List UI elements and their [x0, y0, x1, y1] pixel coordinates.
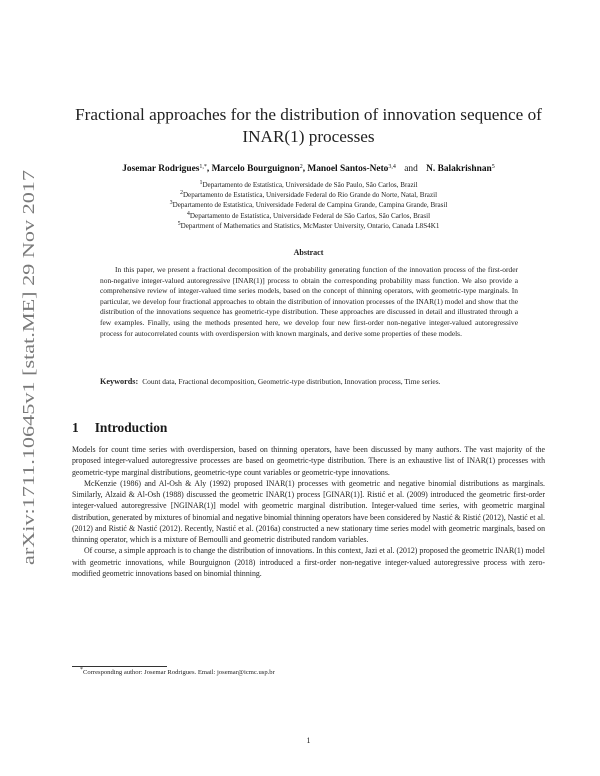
paragraph: Of course, a simple approach is to change the distribution of innovations. In this context, Jazi et al. (2012) proposed the geometric INAR(1) model with geometric innovations, while Bourguignon (2018) introduced a first-order non-negative integer-valued autoregressive process with zero-modified geometric innovations based on binomial thinning. — [72, 546, 545, 578]
affiliation-text: Department of Mathematics and Statistics, McMaster University, Ontario, Canada L8S4K1 — [180, 221, 440, 230]
page-number: 1 — [306, 736, 311, 745]
affiliation-text: Departamento de Estatística, Universidade Federal de Campina Grande, Campina Grande, Brasil — [172, 201, 448, 210]
title-line-2: INAR(1) processes — [242, 127, 375, 146]
paragraph: McKenzie (1986) and Al-Osh & Aly (1992) proposed INAR(1) processes with geometric and negative binomial distributions as marginals. Similarly, Alzaid & Al-Osh (1988) discussed the geometric INAR(1) process [GINAR(1)]. Ristić et al. (2009) introduced the geometric first-order integer-valued autoregressive [NGINAR(1)] model with geometric marginal distribution. Integer-valued time series, with geometric marginal distribution, generated by mixtures of binomial and negative binomial thinning operators have been considered by Nastić & Ristić (2012), Nastić et al. (2012) and Ristić & Nastić (2012). Recently, Nastić et al. (2016a) constructed a new stationary time series model with geometric marginals, based on thinning operator, which is a mixture of Bernoulli and geometric distributed random variables. — [72, 478, 545, 544]
title-line-1: Fractional approaches for the distribution of innovation sequence of — [75, 105, 542, 124]
affiliation-text: Departamento de Estatística, Universidade de São Paulo, São Carlos, Brazil — [202, 181, 418, 189]
affiliation-sup: 1 — [199, 180, 203, 186]
author-sup: 5 — [491, 164, 495, 170]
author-list: Josemar Rodrigues$^{1,*}$, Marcelo Bourguignon$^2$, Manoel Santos-Neto$^{3,4}$ and N. Balakrishnan$^5$ — [122, 164, 495, 174]
affiliation-text: Departamento de Estatística, Universidade Federal do Rio Grande do Norte, Natal, Brazil — [182, 191, 438, 200]
affiliation — [72, 200, 545, 210]
author-name: Josemar Rodrigues — [122, 164, 200, 174]
affiliation-sup: 4 — [186, 210, 190, 217]
section-number: 1 — [72, 420, 79, 435]
footnote — [80, 669, 275, 676]
keywords — [100, 377, 518, 388]
affiliation-sup: 2 — [179, 190, 183, 197]
affiliation-sup: 3 — [169, 200, 173, 207]
affiliation — [72, 211, 545, 221]
affiliation-text: Departamento de Estatística, Universidade Federal de São Carlos, São Carlos, Brasil — [189, 211, 431, 220]
footnote-mark: * — [80, 667, 83, 673]
and-word: and — [404, 164, 418, 174]
footnote-rule — [72, 666, 167, 667]
author-sup: 2 — [299, 164, 303, 170]
author-sup: 1,* — [199, 164, 207, 170]
affiliation — [72, 221, 545, 231]
keywords-label: Keywords: — [100, 377, 139, 386]
paper-title — [72, 104, 545, 148]
arxiv-identifier: arXiv:1711.10645v1 [stat.ME] 29 Nov 2017 — [19, 262, 38, 565]
affiliation-sup: 5 — [177, 220, 181, 227]
affiliation — [72, 180, 545, 190]
section-title: Introduction — [94, 420, 168, 435]
body-text — [72, 444, 545, 579]
author-name: Manoel Santos-Neto — [307, 164, 389, 174]
footnote-text: Corresponding author: Josemar Rodrigues. Email: josemar@icmc.usp.br — [83, 669, 275, 676]
section-heading — [72, 420, 167, 436]
author-sup: 3,4 — [388, 164, 396, 170]
arxiv-side-stamp — [12, 170, 42, 565]
affiliation — [72, 190, 545, 200]
abstract-heading: Abstract — [293, 248, 324, 257]
keywords-text: Count data, Fractional decomposition, Geometric-type distribution, Innovation process, Time series. — [142, 377, 441, 386]
abstract-text: In this paper, we present a fractional decomposition of the probability generating function of the innovation process of the first-order non-negative integer-valued autoregressive [INAR(1)] process to obtain the corresponding probability mass function. We also provide a comprehensive review of integer-valued time series models, based on the concept of thinning operators, with geometric-type marginals. In particular, we develop four fractional approaches to obtain the distribution of innovation processes of the INAR(1) model and show that the distribution of the innovations sequence has geometric-type distribution. These approaches are discussed in detail and illustrated through a few examples. Finally, using the methods presented here, we develop four new first-order non-negative integer-valued autoregressive process for autocorrelated counts with overdispersion with known marginals, and derive some properties of these models. — [100, 265, 518, 338]
author-name: N. Balakrishnan — [426, 164, 492, 174]
affiliations — [72, 180, 545, 231]
author-name: Marcelo Bourguignon — [211, 164, 300, 174]
paragraph: Models for count time series with overdispersion, based on thinning operators, have been discussed by many authors. The vast majority of the proposed integer-valued autoregressive processes are based on geometric-type distribution. There is an exhaustive list of INAR(1) processes with geometric-type marginal distributions, geometric-type count variables or geometric-type innovations. — [72, 445, 545, 477]
